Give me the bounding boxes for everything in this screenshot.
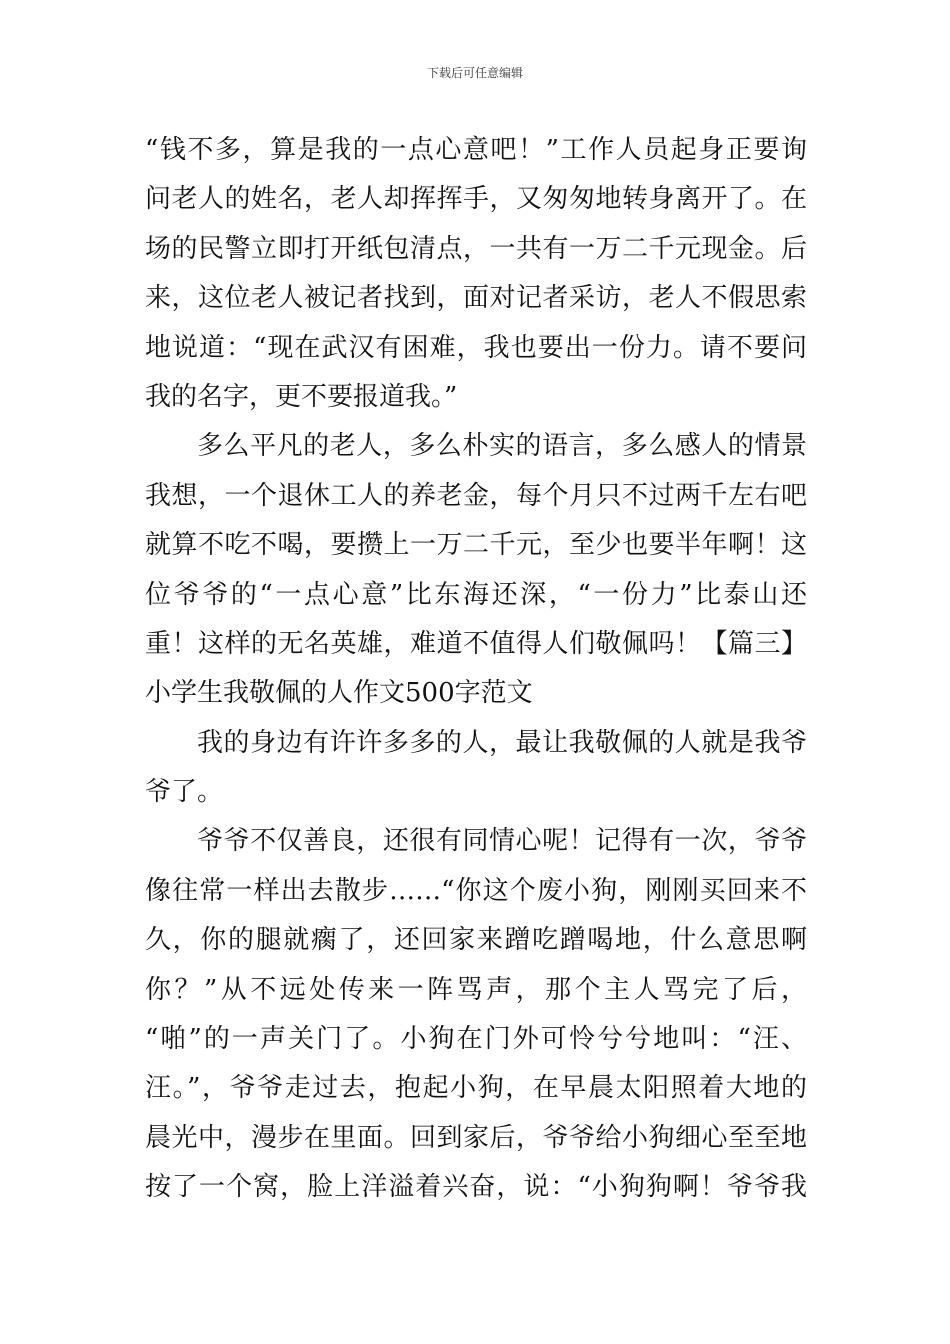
text-line: 我的身边有许许多多的人，最让我敬佩的人就是我爷: [197, 727, 807, 758]
text-line: 爷了。: [145, 777, 224, 808]
text-line: 爷爷不仅善良，还很有同情心呢！记得有一次，爷爷: [197, 826, 807, 857]
document-body: [145, 126, 807, 1213]
text-line: 你？”从不远处传来一阵骂声，那个主人骂完了后，: [145, 974, 807, 1005]
page-header: 下载后可任意编辑: [426, 66, 523, 80]
text-line: 来，这位老人被记者找到，面对记者采访，老人不假思索: [145, 283, 807, 314]
text-line: 小学生我敬佩的人作文500字范文: [145, 678, 533, 709]
text-line: 我的名字，更不要报道我。”: [145, 381, 458, 412]
text-line: “啪”的一声关门了。小狗在门外可怜兮兮地叫：“汪、: [145, 1024, 807, 1055]
text-line: 位爷爷的“一点心意”比东海还深，“一份力”比泰山还: [145, 579, 807, 610]
text-line: 晨光中，漫步在里面。回到家后，爷爷给小狗细心至至地: [145, 1122, 807, 1153]
text-line: 多么平凡的老人，多么朴实的语言，多么感人的情景: [197, 431, 807, 462]
text-line: 我想，一个退休工人的养老金，每个月只不过两千左右吧: [145, 480, 807, 511]
text-line: “钱不多，算是我的一点心意吧！”工作人员起身正要询: [145, 135, 807, 165]
text-line: 场的民警立即打开纸包清点，一共有一万二千元现金。后: [145, 233, 807, 264]
text-line: 地说道：“现在武汉有困难，我也要出一份力。请不要问: [145, 332, 807, 363]
text-line: 重！这样的无名英雄，难道不值得人们敬佩吗！【篇三】: [145, 628, 807, 659]
text-line: 问老人的姓名，老人却挥挥手，又匆匆地转身离开了。在: [145, 184, 807, 215]
text-line: 按了一个窝，脸上洋溢着兴奋，说：“小狗狗啊！爷爷我: [145, 1172, 807, 1203]
text-line: 就算不吃不喝，要攒上一万二千元，至少也要半年啊！这: [145, 530, 807, 561]
text-line: 久，你的腿就瘸了，还回家来蹭吃蹭喝地，什么意思啊: [145, 925, 807, 956]
text-line: 像往常一样出去散步……“你这个废小狗，刚刚买回来不: [145, 875, 807, 906]
text-line: 汪。”，爷爷走过去，抱起小狗，在早晨太阳照着大地的: [145, 1073, 807, 1104]
